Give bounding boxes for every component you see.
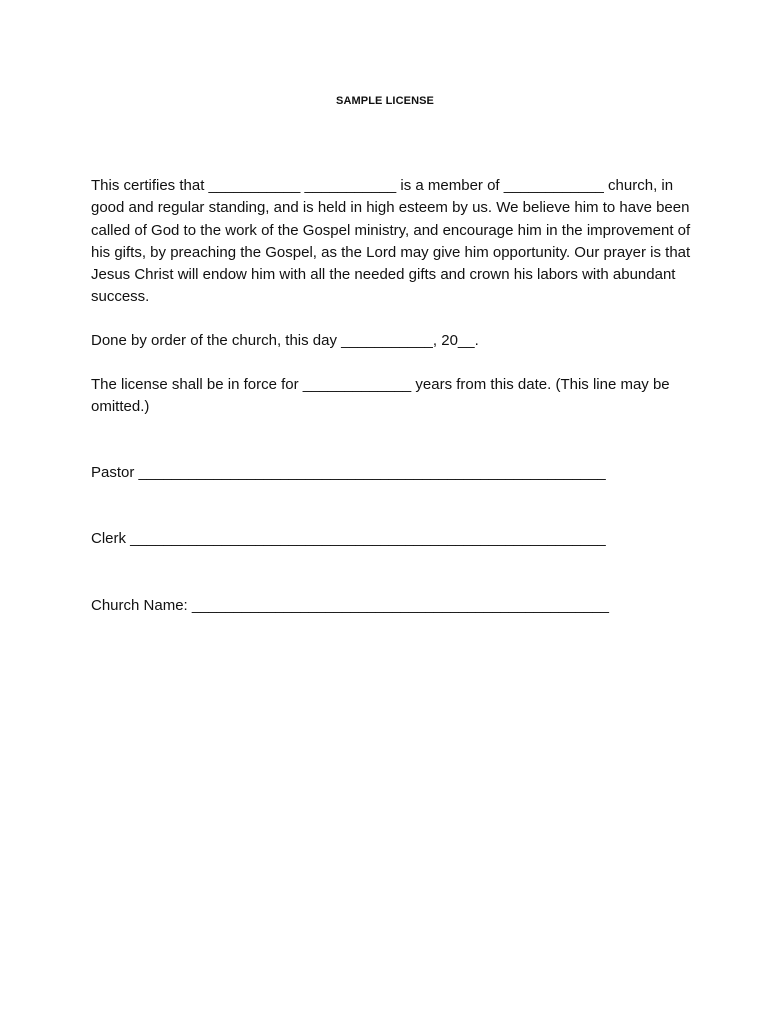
date-paragraph: Done by order of the church, this day ___________, 20__. (91, 332, 479, 349)
duration-paragraph: The license shall be in force for _____________ years from this date. (This line may be omitted.) (91, 376, 670, 416)
church-name-line: Church Name: __________________________________________________ (91, 597, 609, 614)
clerk-signature-line: Clerk _________________________________________________________ (91, 530, 606, 547)
certification-paragraph: This certifies that ___________ ___________ is a member of ____________ church, in good and regular standing, and is held in high esteem by us. We believe him to have been called of God to the work of the Gospel ministry, and encourage him in the improvement of his gifts, by preaching the Gospel, as the Lord may give him opportunity. Our prayer is that Jesus Christ will endow him with all the needed gifts and crown his labors with abundant success. (91, 177, 691, 306)
pastor-signature-line: Pastor ________________________________________________________ (91, 464, 606, 481)
document-title: SAMPLE LICENSE (336, 95, 434, 107)
